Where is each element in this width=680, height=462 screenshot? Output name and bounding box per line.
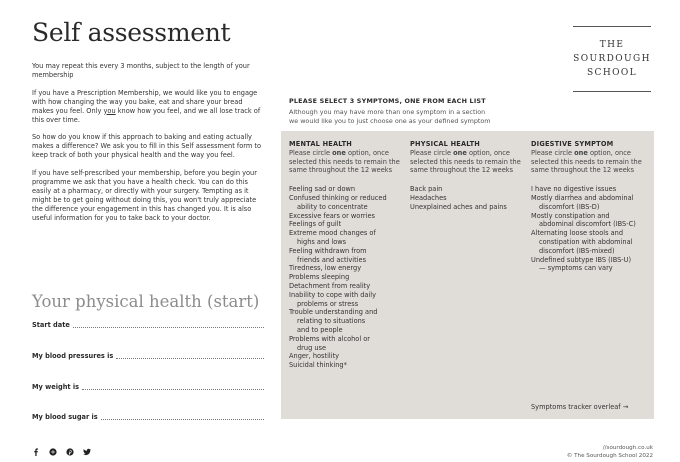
mental-health-note: Please circle one option, once selected this needs to remain the same throughout the 12 weeks — [289, 148, 400, 175]
symptom-option[interactable] — [531, 194, 651, 212]
intro-text — [32, 62, 264, 231]
symptom-option-line: Trouble understanding and — [289, 308, 378, 317]
symptom-option-line: abdominal discomfort (IBS-C) — [539, 220, 636, 229]
instructions — [289, 97, 649, 125]
symptom-option-line: Mostly diarrhea and abdominal — [531, 193, 634, 202]
symptom-option[interactable] — [289, 264, 407, 273]
digestive-symptom-heading: DIGESTIVE SYMPTOM — [531, 140, 614, 148]
symptom-option[interactable] — [289, 361, 407, 370]
digestive-symptom-column — [531, 140, 651, 273]
start-date-field[interactable] — [32, 321, 264, 329]
blood-sugar-label: My blood sugar is — [32, 413, 98, 421]
symptom-option-line: constipation with abdominal — [539, 237, 633, 246]
twitter-icon[interactable] — [83, 441, 91, 449]
physical-health-heading: PHYSICAL HEALTH — [410, 140, 481, 148]
symptom-option-line: Undefined subtype IBS (IBS-U) — [531, 255, 632, 264]
symptom-option-line: Feeling sad or down — [289, 185, 356, 194]
digestive-symptom-list — [531, 185, 651, 273]
symptom-option-line: Headaches — [410, 193, 447, 202]
symptom-option-line: Extreme mood changes of — [289, 229, 376, 238]
mental-health-column — [289, 140, 407, 370]
start-date-label: Start date — [32, 321, 70, 329]
symptom-option[interactable] — [289, 247, 407, 265]
blood-sugar-field[interactable] — [32, 413, 264, 421]
instructions-line-1: Although you may have more than one symptom in a section — [289, 108, 486, 116]
symptom-option-line: highs and lows — [297, 237, 347, 246]
symptom-option[interactable] — [289, 212, 407, 221]
symptom-option-line: relating to situations — [297, 317, 366, 326]
symptom-option[interactable] — [531, 185, 651, 194]
symptom-option[interactable] — [289, 220, 407, 229]
symptom-option-line: drug use — [297, 343, 327, 352]
symptom-option[interactable] — [289, 308, 407, 334]
symptoms-panel — [281, 131, 654, 419]
symptom-option[interactable] — [289, 335, 407, 353]
symptom-option[interactable] — [531, 256, 651, 274]
symptom-option[interactable] — [289, 352, 407, 361]
footer-url[interactable]: //sourdough.co.uk — [602, 445, 653, 451]
symptom-option-line: Detachment from reality — [289, 281, 371, 290]
physical-health-column — [410, 140, 528, 212]
physical-health-title: Your physical health (start) — [32, 292, 260, 311]
symptom-option-line: Problems sleeping — [289, 273, 350, 282]
footer-copyright: © The Sourdough School 2022 — [566, 453, 653, 459]
symptom-option-line: Inability to cope with daily — [289, 290, 377, 299]
weight-label: My weight is — [32, 383, 80, 391]
symptom-option-line: Unexplained aches and pains — [410, 202, 507, 211]
footer — [567, 444, 653, 460]
blood-pressure-line[interactable] — [116, 353, 264, 359]
symptom-option[interactable] — [289, 282, 407, 291]
symptom-option-line: and to people — [297, 325, 343, 334]
intro-paragraph-2: If you have a Prescription Membership, we would like you to engage with how changing the way you bake, eat and share your bread makes you feel. Only you know how you feel, and we all lose track of this over time. — [32, 88, 261, 124]
symptom-option-line: problems or stress — [297, 299, 359, 308]
symptom-option-line: I have no digestive issues — [531, 185, 617, 194]
symptom-option[interactable] — [531, 212, 651, 230]
symptom-option-line: discomfort (IBS-D) — [539, 202, 600, 211]
physical-health-list — [410, 185, 528, 211]
symptom-option-line: ability to concentrate — [297, 202, 368, 211]
symptom-option-line: Alternating loose stools and — [531, 229, 624, 238]
intro-paragraph-4: If you have self-prescribed your membership, before you begin your programme we ask that you have a health check. You can do this easily at a pharmacy, or directly with your surgery. Tempting as it might be to get going without doing this, you won't truly appreciate the difference your engagement in this has changed you. It is also useful information for you to take back to your doctor. — [32, 168, 257, 222]
instructions-heading: PLEASE SELECT 3 SYMPTOMS, ONE FROM EACH LIST — [289, 97, 486, 105]
symptom-option-line: Excessive fears or worries — [289, 211, 375, 220]
symptom-option[interactable] — [289, 291, 407, 309]
symptom-option[interactable] — [531, 229, 651, 255]
weight-line[interactable] — [82, 384, 264, 390]
symptom-option-line: Back pain — [410, 185, 443, 194]
logo-line-1: THE — [599, 40, 625, 50]
physical-health-note: Please circle one option, once selected this needs to remain the same throughout the 12 weeks — [410, 148, 521, 175]
intro-paragraph-3: So how do you know if this approach to baking and eating actually makes a difference? We ask you to fill in this Self assessment form to keep track of both your physical health and the way you feel. — [32, 133, 261, 159]
logo-line-3: SCHOOL — [586, 68, 638, 78]
mental-health-list — [289, 185, 407, 370]
weight-field[interactable] — [32, 383, 264, 391]
symptom-option-line: discomfort (IBS-mixed) — [539, 246, 615, 255]
pinterest-icon[interactable] — [66, 441, 74, 449]
symptom-option-line: Anger, hostility — [289, 352, 340, 361]
symptoms-tracker-link[interactable]: Symptoms tracker overleaf → — [531, 403, 629, 411]
symptom-option-line: Confused thinking or reduced — [289, 193, 387, 202]
logo-line-2: SOURDOUGH — [573, 54, 651, 64]
symptom-option[interactable] — [289, 229, 407, 247]
blood-pressure-field[interactable] — [32, 352, 264, 360]
symptom-option[interactable] — [410, 185, 528, 194]
digestive-symptom-note: Please circle one option, once selected this needs to remain the same throughout the 12 weeks — [531, 148, 642, 175]
symptom-option-line: friends and activities — [297, 255, 367, 264]
instructions-line-2: we would like you to just choose one as your defined symptom — [289, 116, 491, 125]
symptom-option-line: Tiredness, low energy — [289, 264, 362, 273]
page-title: Self assessment — [32, 18, 231, 47]
symptom-option[interactable] — [410, 203, 528, 212]
symptom-option-line: Suicidal thinking* — [289, 361, 347, 370]
facebook-icon[interactable] — [32, 441, 40, 449]
intro-paragraph-1: You may repeat this every 3 months, subject to the length of your membership — [32, 62, 250, 79]
symptom-option[interactable] — [410, 194, 528, 203]
symptom-option[interactable] — [289, 185, 407, 194]
blood-pressure-label: My blood pressures is — [32, 352, 114, 360]
symptom-option-line: Mostly constipation and — [531, 211, 610, 220]
social-links — [32, 441, 91, 449]
start-date-line[interactable] — [73, 322, 264, 328]
blood-sugar-line[interactable] — [101, 414, 264, 420]
instagram-icon[interactable] — [49, 441, 57, 449]
symptom-option-line: Problems with alcohol or — [289, 334, 370, 343]
symptom-option[interactable] — [289, 194, 407, 212]
symptom-option-line: Feeling withdrawn from — [289, 246, 367, 255]
mental-health-heading: MENTAL HEALTH — [289, 140, 353, 148]
symptom-option[interactable] — [289, 273, 407, 282]
sourdough-school-logo — [573, 26, 651, 92]
symptom-option-line: Feelings of guilt — [289, 220, 342, 229]
symptom-option-line: — symptoms can vary — [539, 264, 613, 273]
